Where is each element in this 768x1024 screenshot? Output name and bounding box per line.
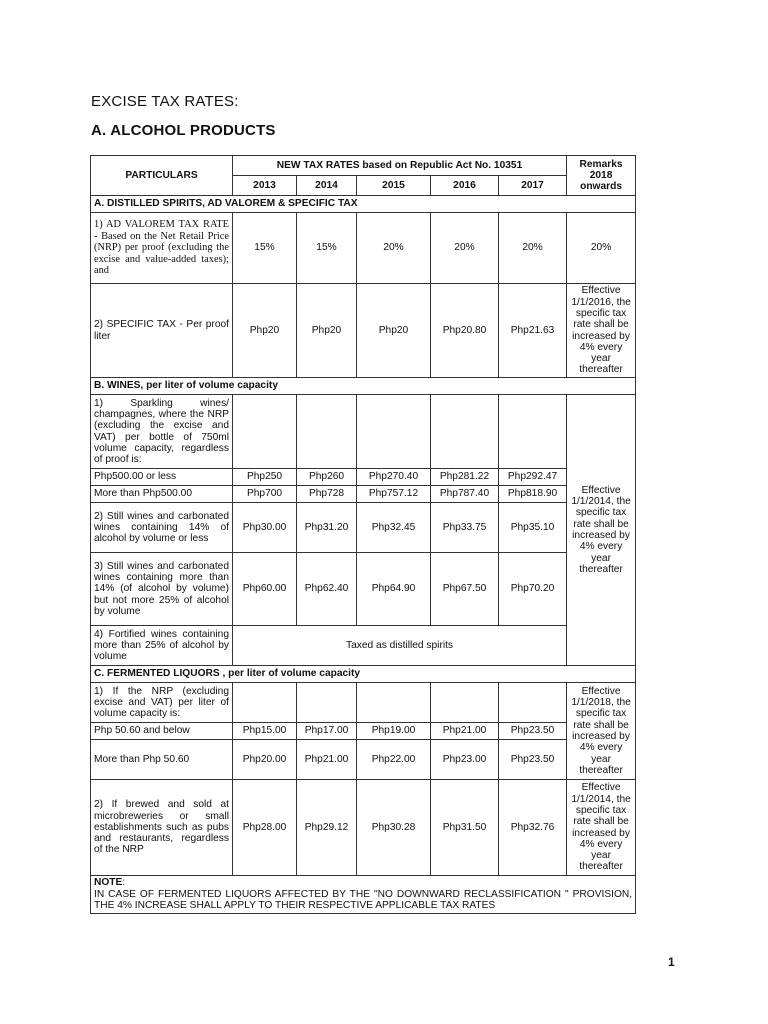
- row-label: 1) If the NRP (excluding excise and VAT) per liter of volume capacity is:: [91, 683, 233, 723]
- empty-cell: [357, 683, 431, 723]
- row-label: Php 50.60 and below: [91, 723, 233, 740]
- note-colon: :: [122, 877, 126, 889]
- cell-value: 20%: [499, 213, 567, 284]
- cell-value: 20%: [431, 213, 499, 284]
- cell-value: Php757.12: [357, 486, 431, 503]
- cell-value: Php21.00: [431, 723, 499, 740]
- cell-value: Php29.12: [297, 780, 357, 876]
- row-label: More than Php500.00: [91, 486, 233, 503]
- cell-value: Php20: [297, 284, 357, 378]
- cell-value: Php17.00: [297, 723, 357, 740]
- table-row: [91, 740, 636, 780]
- cell-value: Php728: [297, 486, 357, 503]
- cell-value: Php32.76: [499, 780, 567, 876]
- cell-value: Php32.45: [357, 503, 431, 553]
- cell-value: Php260: [297, 469, 357, 486]
- header-year: 2014: [297, 176, 357, 196]
- cell-value: Php23.50: [499, 723, 567, 740]
- row-label: 1) Sparkling wines/ champagnes, where the NRP (excluding the excise and VAT) per bottle of 750ml volume capacity, regardless of proof is:: [91, 395, 233, 469]
- table-row: [91, 780, 636, 876]
- empty-cell: [431, 395, 499, 469]
- title-colon: :: [234, 93, 239, 110]
- cell-value: Php30.28: [357, 780, 431, 876]
- row-label: 4) Fortified wines containing more than 25% of alcohol by volume: [91, 626, 233, 666]
- empty-cell: [297, 683, 357, 723]
- row-label: 1) AD VALOREM TAX RATE - Based on the Net Retail Price (NRP) per proof (excluding the excise and value-added taxes); and: [91, 213, 233, 284]
- cell-value: Php700: [233, 486, 297, 503]
- table-row: [91, 723, 636, 740]
- header-particulars: PARTICULARS: [91, 156, 233, 196]
- cell-value: Php20.80: [431, 284, 499, 378]
- merged-value: Taxed as distilled spirits: [233, 626, 567, 666]
- cell-value: Php28.00: [233, 780, 297, 876]
- row-label: 2) Still wines and carbonated wines containing 14% of alcohol by volume or less: [91, 503, 233, 553]
- cell-value: Php787.40: [431, 486, 499, 503]
- cell-value: Php292.47: [499, 469, 567, 486]
- cell-value: Php70.20: [499, 553, 567, 626]
- table-row: [91, 553, 636, 626]
- table-row: [91, 213, 636, 284]
- remark-cell: Effective 1/1/2014, the specific tax rate shall be increased by 4% every year thereafter: [567, 780, 636, 876]
- cell-value: Php20: [357, 284, 431, 378]
- table-row: [91, 626, 636, 666]
- note-label: NOTE: [94, 877, 123, 889]
- remark-cell: 20%: [567, 213, 636, 284]
- section-c-title: C. FERMENTED LIQUORS , per liter of volume capacity: [91, 666, 636, 683]
- section-b-title: B. WINES, per liter of volume capacity: [91, 378, 636, 395]
- cell-value: 15%: [297, 213, 357, 284]
- row-label: More than Php 50.60: [91, 740, 233, 780]
- table-row: [91, 503, 636, 553]
- cell-value: Php818.90: [499, 486, 567, 503]
- cell-value: Php20: [233, 284, 297, 378]
- header-year: 2017: [499, 176, 567, 196]
- empty-cell: [233, 683, 297, 723]
- row-label: Php500.00 or less: [91, 469, 233, 486]
- cell-value: Php281.22: [431, 469, 499, 486]
- cell-value: 20%: [357, 213, 431, 284]
- note-cell: [91, 876, 636, 914]
- empty-cell: [233, 395, 297, 469]
- header-remarks: Remarks 2018 onwards: [567, 156, 636, 196]
- header-row: [91, 156, 636, 176]
- section-b-row: [91, 378, 636, 395]
- section-heading: A. ALCOHOL PRODUCTS: [91, 122, 276, 139]
- section-a-title: A. DISTILLED SPIRITS, AD VALOREM & SPECIFIC TAX: [91, 196, 636, 213]
- table-row: [91, 486, 636, 503]
- cell-value: Php23.50: [499, 740, 567, 780]
- cell-value: Php22.00: [357, 740, 431, 780]
- excise-tax-table: [90, 155, 636, 914]
- table-row: [91, 469, 636, 486]
- table-row: [91, 395, 636, 469]
- row-label: 2) SPECIFIC TAX - Per proof liter: [91, 284, 233, 378]
- section-c-row: [91, 666, 636, 683]
- remark-cell: Effective 1/1/2016, the specific tax rate shall be increased by 4% every year thereafter: [567, 284, 636, 378]
- title-text: EXCISE TAX RATES: [91, 93, 235, 110]
- header-year: 2013: [233, 176, 297, 196]
- header-rates-title: NEW TAX RATES based on Republic Act No. 10351: [233, 156, 567, 176]
- cell-value: Php33.75: [431, 503, 499, 553]
- empty-cell: [431, 683, 499, 723]
- cell-value: Php21.00: [297, 740, 357, 780]
- section-a-row: [91, 196, 636, 213]
- header-year: 2015: [357, 176, 431, 196]
- cell-value: 15%: [233, 213, 297, 284]
- cell-value: Php31.50: [431, 780, 499, 876]
- cell-value: Php62.40: [297, 553, 357, 626]
- note-text: IN CASE OF FERMENTED LIQUORS AFFECTED BY THE "NO DOWNWARD RECLASSIFICATION " PROVISION, THE 4% INCREASE SHALL APPLY TO THEIR RESPECTIVE APPLICABLE TAX RATES: [94, 888, 633, 912]
- empty-cell: [499, 395, 567, 469]
- cell-value: Php67.50: [431, 553, 499, 626]
- remark-cell: Effective 1/1/2018, the specific tax rate shall be increased by 4% every year thereafter: [567, 683, 636, 780]
- cell-value: Php15.00: [233, 723, 297, 740]
- row-label: 2) If brewed and sold at microbreweries or small establishments such as pubs and restaurants, regardless of the NRP: [91, 780, 233, 876]
- cell-value: Php64.90: [357, 553, 431, 626]
- note-row: [91, 876, 636, 914]
- cell-value: Php20.00: [233, 740, 297, 780]
- cell-value: Php35.10: [499, 503, 567, 553]
- cell-value: Php23.00: [431, 740, 499, 780]
- empty-cell: [297, 395, 357, 469]
- table-row: [91, 284, 636, 378]
- empty-cell: [499, 683, 567, 723]
- cell-value: Php270.40: [357, 469, 431, 486]
- cell-value: Php30.00: [233, 503, 297, 553]
- row-label: 3) Still wines and carbonated wines containing more than 14% (of alcohol by volume) but not more 25% of alcohol by volume: [91, 553, 233, 626]
- remark-cell: Effective 1/1/2014, the specific tax rate shall be increased by 4% every year thereafter: [567, 395, 636, 666]
- page-number: 1: [668, 955, 675, 969]
- table-row: [91, 683, 636, 723]
- header-year: 2016: [431, 176, 499, 196]
- page-title: [91, 93, 239, 110]
- cell-value: Php250: [233, 469, 297, 486]
- empty-cell: [357, 395, 431, 469]
- cell-value: Php21.63: [499, 284, 567, 378]
- cell-value: Php60.00: [233, 553, 297, 626]
- cell-value: Php31.20: [297, 503, 357, 553]
- cell-value: Php19.00: [357, 723, 431, 740]
